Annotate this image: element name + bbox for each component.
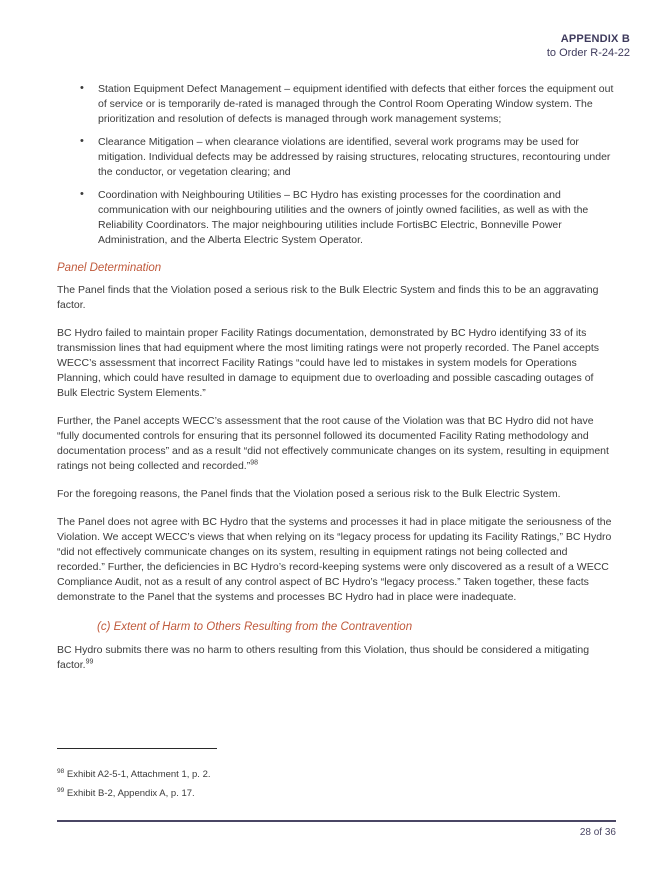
bullet-icon: • [80,188,84,200]
footnote-number: 98 [57,767,65,775]
footnote-number: 99 [57,786,65,794]
paragraph-root-cause-text: Further, the Panel accepts WECC’s assessment that the root cause of the Violation was that BC Hydro did not have “fully documented controls for ensuring that its personnel followed its documented Facility Rating methodology and documentation process” and as a result “did not effectively communicate changes on its system, resulting in equipment ratings not being collected and recorded.” [57,415,609,472]
paragraph-no-harm [57,643,616,673]
footnote-99 [57,784,616,803]
bullet-text: Clearance Mitigation – when clearance violations are identified, several work programs may be used for mitigation. Individual defects may be addressed by raising structures, relocating structures, recontouring under the conductor, or vegetation clearing; and [98,136,611,178]
footnote-text: Exhibit A2-5-1, Attachment 1, p. 2. [66,769,211,780]
bullet-icon: • [80,135,84,147]
document-body [0,60,672,673]
bullet-icon: • [80,82,84,94]
footnote-ref-98: 98 [250,459,259,467]
page-number: 28 of 36 [579,827,616,838]
page-footer [57,820,616,840]
bullet-item-station-equipment [80,82,616,127]
footnote-block [57,748,616,803]
paragraph-root-cause [57,414,616,474]
footnote-separator [57,748,217,749]
bullet-item-coordination-utilities [80,188,616,248]
section-heading-panel-determination: Panel Determination [57,262,162,274]
appendix-title: APPENDIX B [560,33,630,45]
bullet-list [57,82,616,248]
footer-rule [57,820,616,822]
page-header [0,0,672,60]
order-reference: to Order R-24-22 [546,47,630,59]
footnote-ref-99: 99 [85,658,94,666]
paragraph-panel-disagreement: The Panel does not agree with BC Hydro that the systems and processes it had in place mitigate the seriousness of the Violation. We accept WECC’s views that when relying on its “legacy process for updating its Facility Ratings,” BC Hydro “did not effectively communicate changes on its system, resulting in equipment ratings not being collected and recorded.” Further, the deficiencies in BC Hydro’s record-keeping systems were only discovered as a result of a WECC Compliance Audit, not as a result of any control aspect of BC Hydro’s “legacy process.” Taken together, these facts demonstrate to the Panel that the systems and processes BC Hydro had in place were inadequate. [57,516,612,603]
section-heading-extent-of-harm: (c) Extent of Harm to Others Resulting from the Contravention [97,621,413,633]
footnote-98 [57,765,616,784]
paragraph-foregoing-reasons: For the foregoing reasons, the Panel finds that the Violation posed a serious risk to the Bulk Electric System. [57,488,561,500]
paragraph-facility-ratings: BC Hydro failed to maintain proper Facility Ratings documentation, demonstrated by BC Hydro identifying 33 of its transmission lines that had equipment where the most limiting ratings were not properly recorded. The Panel accepts WECC’s assessment that incorrect Facility Ratings “could have led to mistakes in system models for Operations Planning, which could have resulted in damage to equipment due to overloading and possible cascading outages of Bulk Electric System Elements.” [57,327,600,399]
bullet-item-clearance-mitigation [80,135,616,180]
footnote-text: Exhibit B-2, Appendix A, p. 17. [66,788,195,799]
paragraph-no-harm-text: BC Hydro submits there was no harm to others resulting from this Violation, thus should be considered a mitigating factor. [57,644,590,671]
bullet-text: Coordination with Neighbouring Utilities – BC Hydro has existing processes for the coordination and communication with our neighbouring utilities and the owners of jointly owned facilities, as well as with the Reliability Coordinators. The major neighbouring utilities include FortisBC Electric, Bonneville Power Administration, and the Alberta Electric System Operator. [98,189,589,246]
paragraph-panel-finding: The Panel finds that the Violation posed a serious risk to the Bulk Electric System and finds this to be an aggravating factor. [57,284,599,311]
bullet-text: Station Equipment Defect Management – equipment identified with defects that either forces the equipment out of service or is temporarily de-rated is managed through the Control Room Operating Window system. The prioritization and resolution of defects is managed through work management systems; [98,83,614,125]
